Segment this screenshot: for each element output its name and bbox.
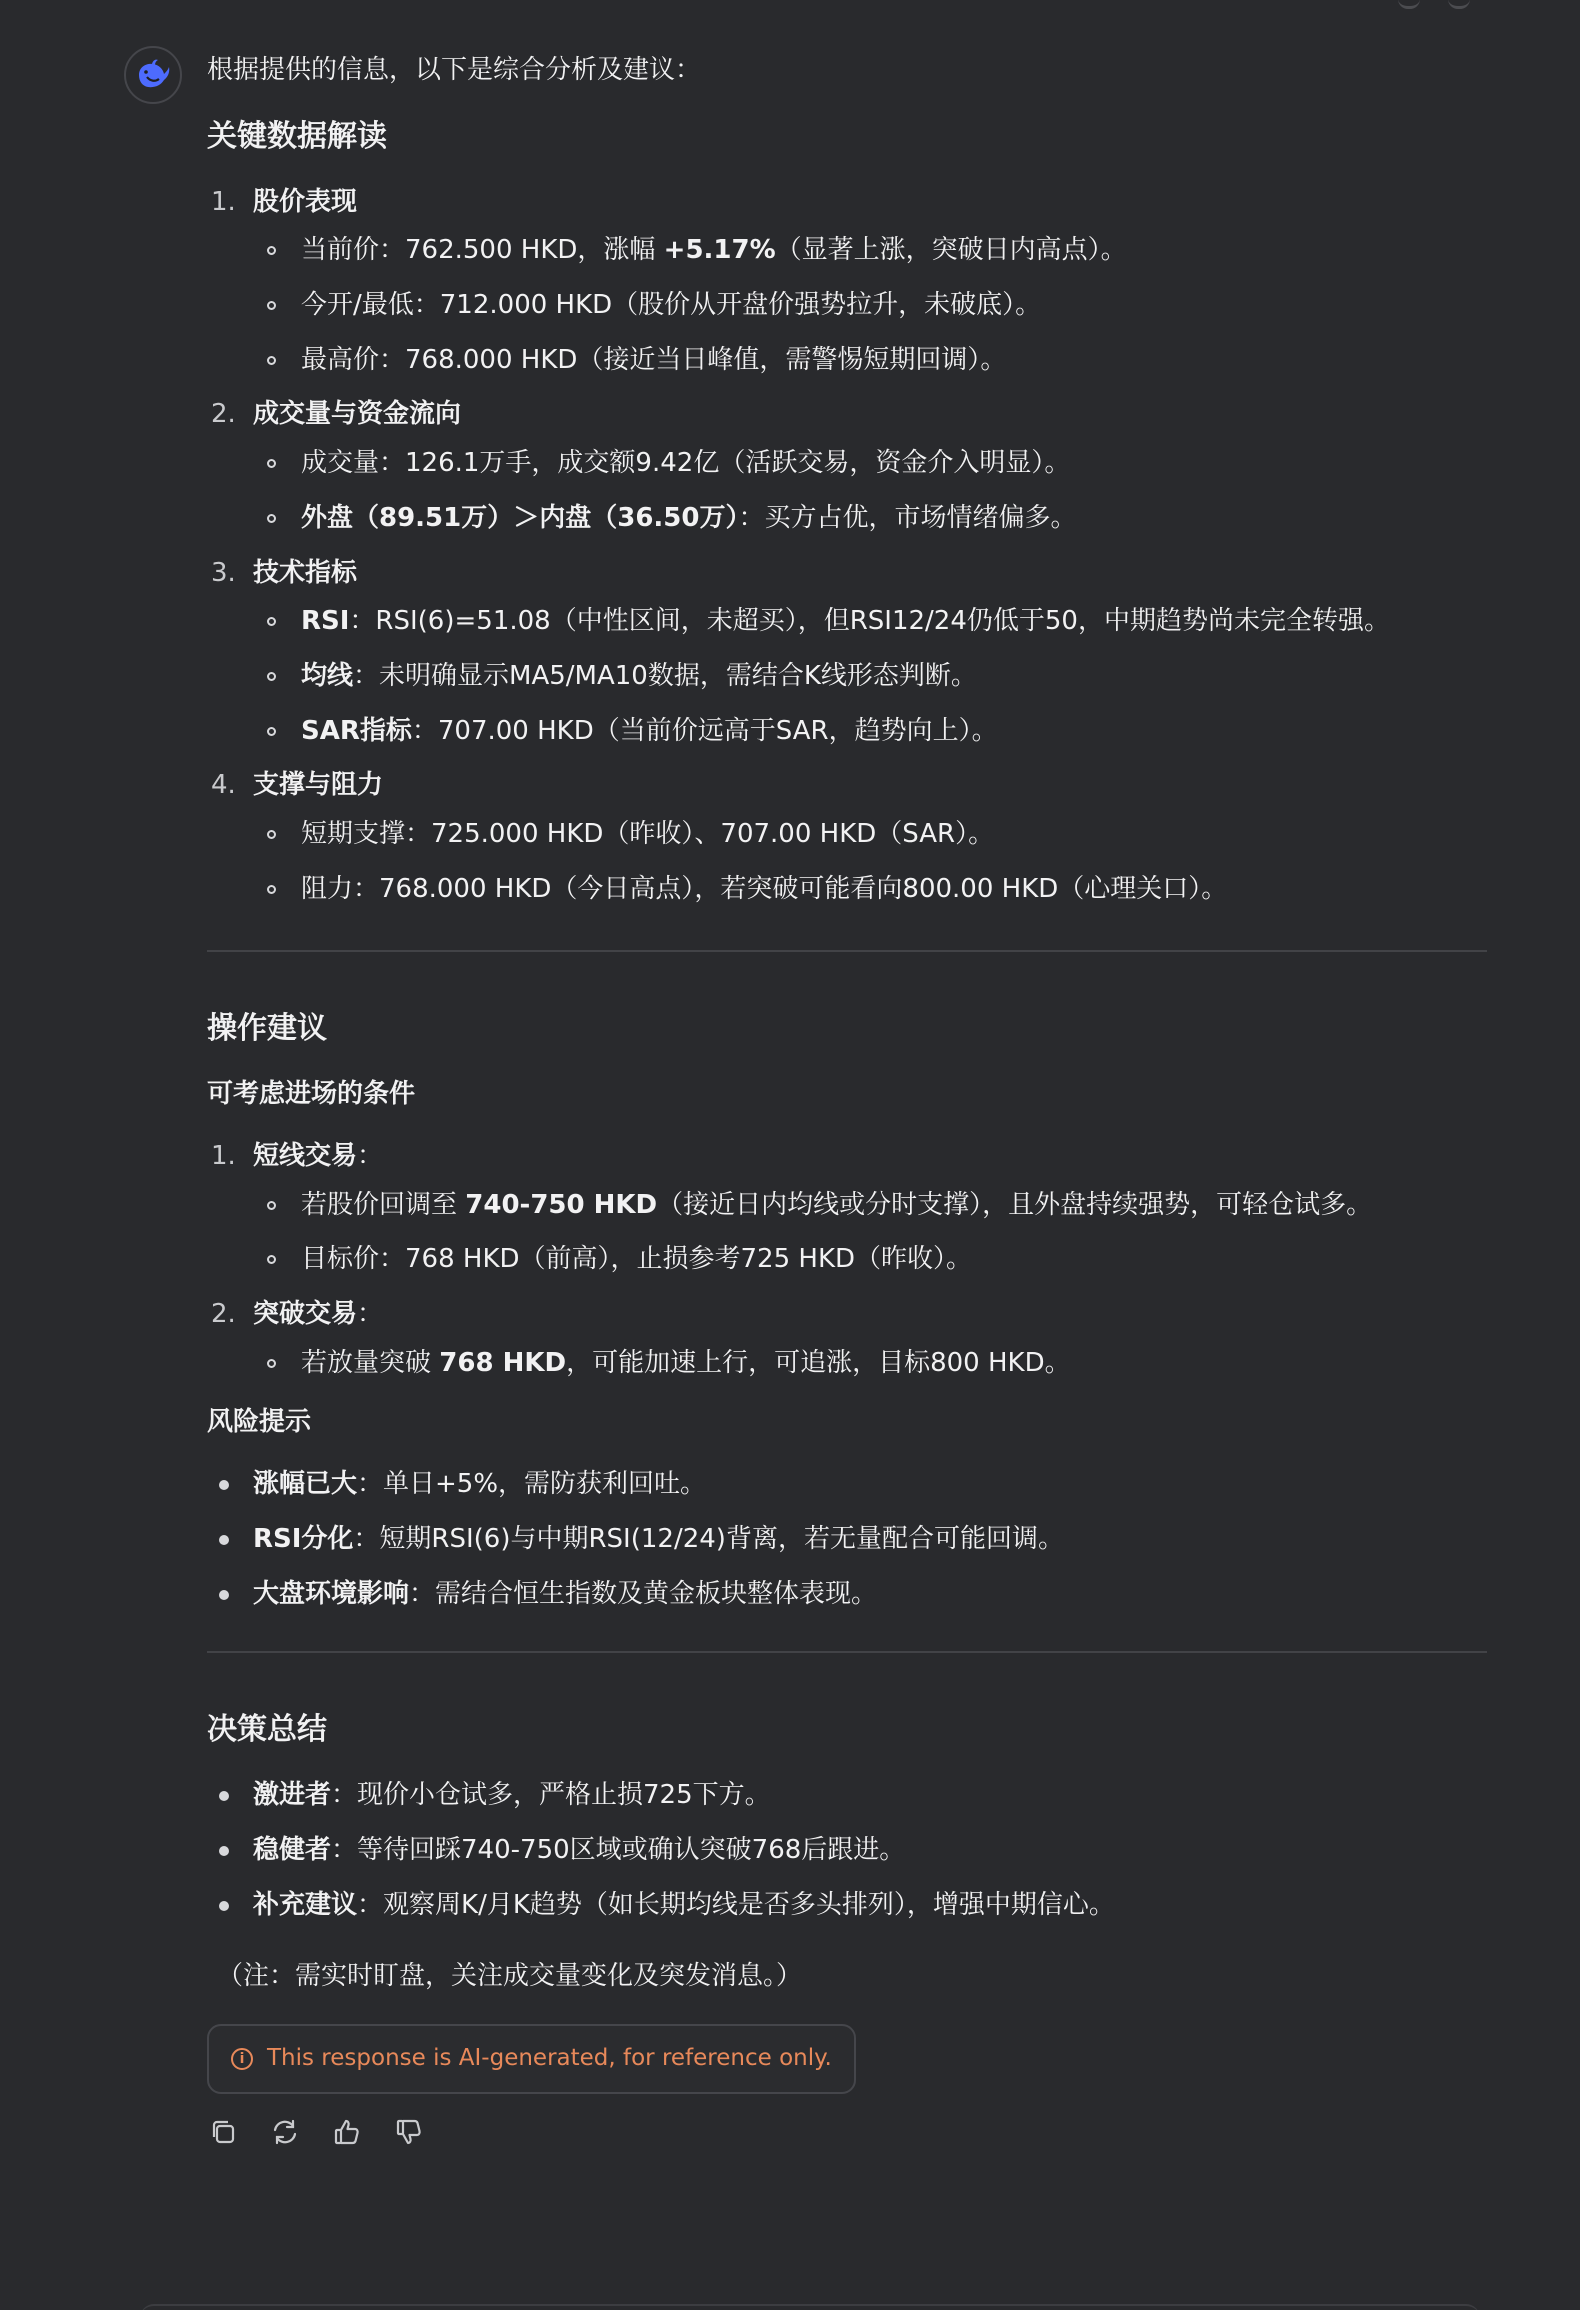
sub-bullet: 若放量突破 768 HKD，可能加速上行，可追涨，目标800 HKD。 <box>255 1345 1487 1383</box>
copy-button[interactable] <box>207 2116 239 2148</box>
input-area-edge <box>140 2304 1480 2310</box>
list-number: 4. <box>211 770 236 801</box>
message-actions <box>207 2116 1487 2148</box>
list-item <box>207 184 1487 380</box>
sub-bullet: RSI：RSI(6)=51.08（中性区间，未超买），但RSI12/24仍低于50，中期趋势尚未完全转强。 <box>255 603 1487 641</box>
section-title-key-data: 关键数据解读 <box>207 118 387 154</box>
list-number: 1. <box>211 1141 236 1171</box>
note-text: （注：需实时盯盘，关注成交量变化及突发消息。） <box>217 1961 803 1992</box>
sub-bullet: 均线：未明确显示MA5/MA10数据，需结合K线形态判断。 <box>255 658 1487 696</box>
assistant-avatar <box>124 46 182 104</box>
copy-icon[interactable] <box>1448 0 1470 9</box>
list-item <box>207 555 1487 751</box>
list-item: 1. 短线交易： 若股价回调至 740-750 HKD（接近日内均线或分时支撑），且外盘持续强势，可轻仓试多。 目标价：768 HKD（前高），止损参考725 HKD（昨收）。 <box>207 1138 1487 1279</box>
risk-item: RSI分化：短期RSI(6)与中期RSI(12/24)背离，若无量配合可能回调。 <box>207 1521 1487 1559</box>
entry-conditions-list <box>207 1138 1487 1382</box>
key-data-list <box>207 184 1487 909</box>
list-item-title: 成交量与资金流向 <box>253 399 462 430</box>
sub-bullet: 当前价：762.500 HKD，涨幅 +5.17%（显著上涨，突破日内高点）。 <box>255 232 1487 270</box>
disclaimer-text: This response is AI-generated, for reference only. <box>267 2045 832 2072</box>
intro-text: 根据提供的信息，以下是综合分析及建议： <box>207 55 702 85</box>
section-title-advice: 操作建议 <box>207 1011 327 1047</box>
sub-bullet: SAR指标：707.00 HKD（当前价远高于SAR，趋势向上）。 <box>255 713 1487 751</box>
regenerate-icon <box>270 2117 300 2147</box>
list-item <box>207 767 1487 908</box>
list-number: 1. <box>211 186 236 217</box>
dislike-button[interactable] <box>393 2116 425 2148</box>
sub-bullet: 今开/最低：712.000 HKD（股价从开盘价强势拉升，未破底）。 <box>255 287 1487 325</box>
thumbs-up-icon <box>332 2117 362 2147</box>
sub-bullet: 最高价：768.000 HKD（接近当日峰值，需警惕短期回调）。 <box>255 342 1487 380</box>
ai-disclaimer-banner <box>207 2024 856 2094</box>
sub-bullet: 成交量：126.1万手，成交额9.42亿（活跃交易，资金介入明显）。 <box>255 445 1487 483</box>
section-title-summary: 决策总结 <box>207 1712 327 1748</box>
section-divider <box>207 1651 1487 1653</box>
section-divider <box>207 950 1487 952</box>
top-toolbar-remnant <box>1398 0 1470 9</box>
summary-item: 激进者：现价小仓试多，严格止损725下方。 <box>207 1777 1487 1815</box>
list-number: 2. <box>211 1299 236 1330</box>
risk-list <box>207 1466 1487 1613</box>
list-item-title: 短线交易 <box>253 1141 358 1171</box>
list-item <box>207 396 1487 537</box>
list-item-title: 股价表现 <box>253 186 358 217</box>
sub-bullet: 目标价：768 HKD（前高），止损参考725 HKD（昨收）。 <box>255 1241 1487 1279</box>
list-item: 2. 突破交易： 若放量突破 768 HKD，可能加速上行，可追涨，目标800 HKD。 <box>207 1296 1487 1382</box>
list-item-title: 突破交易 <box>253 1299 358 1330</box>
list-item-title: 技术指标 <box>253 557 358 588</box>
sub-bullet: 阻力：768.000 HKD（今日高点），若突破可能看向800.00 HKD（心理关口）。 <box>255 871 1487 909</box>
summary-item: 稳健者：等待回踩740-750区域或确认突破768后跟进。 <box>207 1832 1487 1870</box>
sub-bullet: 若股价回调至 740-750 HKD（接近日内均线或分时支撑），且外盘持续强势，可轻仓试多。 <box>255 1187 1487 1225</box>
list-item-title: 支撑与阻力 <box>253 770 384 801</box>
summary-item: 补充建议：观察周K/月K趋势（如长期均线是否多头排列），增强中期信心。 <box>207 1887 1487 1925</box>
risk-item: 大盘环境影响：需结合恒生指数及黄金板块整体表现。 <box>207 1576 1487 1614</box>
assistant-message <box>207 40 1487 2148</box>
whale-logo-icon <box>133 55 173 95</box>
info-icon: i <box>231 2048 253 2070</box>
regenerate-button[interactable] <box>269 2116 301 2148</box>
sub-bullet: 外盘（89.51万）＞内盘（36.50万）：买方占优，市场情绪偏多。 <box>255 500 1487 538</box>
thumbs-down-icon <box>394 2117 424 2147</box>
like-button[interactable] <box>331 2116 363 2148</box>
list-number: 2. <box>211 399 236 430</box>
subsection-title-entry: 可考虑进场的条件 <box>207 1079 416 1110</box>
edit-icon[interactable] <box>1398 0 1420 9</box>
sub-bullet: 短期支撑：725.000 HKD（昨收）、707.00 HKD（SAR）。 <box>255 816 1487 854</box>
summary-list <box>207 1777 1487 1924</box>
copy-icon <box>208 2117 238 2147</box>
list-number: 3. <box>211 557 236 588</box>
subsection-title-risk: 风险提示 <box>207 1407 312 1438</box>
risk-item: 涨幅已大：单日+5%，需防获利回吐。 <box>207 1466 1487 1504</box>
